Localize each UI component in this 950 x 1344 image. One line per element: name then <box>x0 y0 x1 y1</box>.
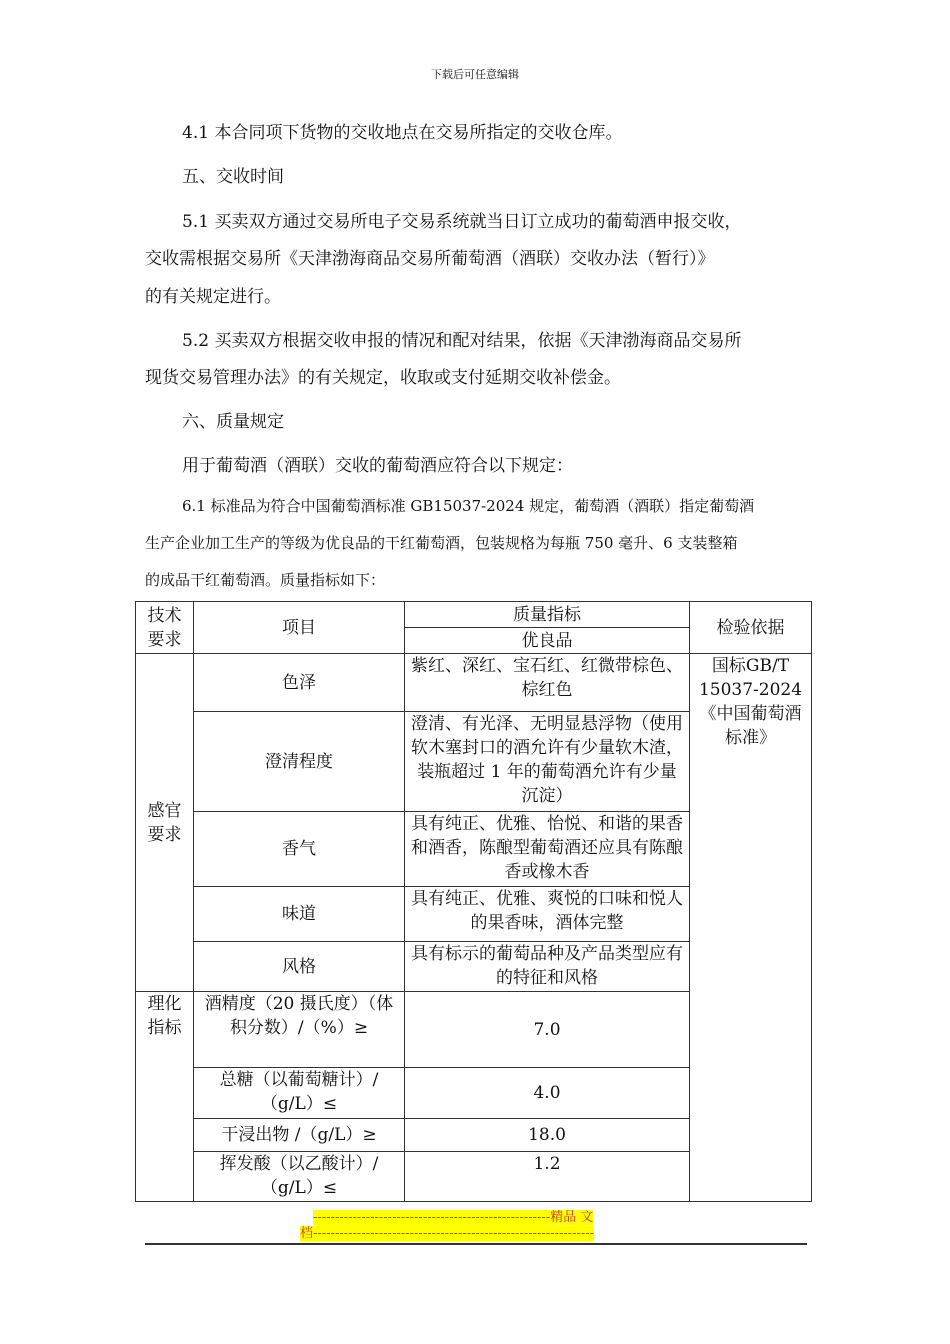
item: 干浸出物 /（g/L）≥ <box>194 1119 405 1152</box>
footer-line-2: 档---------------------------------------------------------------- <box>300 1226 595 1241</box>
footer-watermark <box>300 1210 650 1242</box>
item: 总糖（以葡萄糖计）/（g/L）≤ <box>194 1068 405 1119</box>
paragraph: 6.1 标准品为符合中国葡萄酒标准 GB15037-2024 规定，葡萄酒（酒联）指定葡萄酒 <box>182 497 755 515</box>
value: 澄清、有光泽、无明显悬浮物（使用软木塞封口的酒允许有少量软木渣，装瓶超过 1 年的葡萄酒允许有少量沉淀） <box>405 712 690 812</box>
value: 具有纯正、优雅、爽悦的口味和悦人的果香味，酒体完整 <box>405 887 690 942</box>
group-physchem: 理化指标 <box>136 992 194 1202</box>
value: 7.0 <box>405 992 690 1068</box>
section-heading: 五、交收时间 <box>182 167 284 187</box>
footer-rule <box>145 1243 807 1245</box>
header-grade: 优良品 <box>405 628 690 654</box>
quality-table <box>135 601 812 1202</box>
page-header: 下载后可任意编辑 <box>431 68 519 81</box>
item: 澄清程度 <box>194 712 405 812</box>
item: 酒精度（20 摄氏度）（体积分数）/（%）≥ <box>194 992 405 1068</box>
header-item: 项目 <box>194 602 405 654</box>
footer-line-1: ------------------------------------------------------精品 文 <box>313 1210 594 1225</box>
basis: 国标GB/T 15037-2024《中国葡萄酒标准》 <box>690 654 812 1202</box>
item: 色泽 <box>194 654 405 712</box>
item: 香气 <box>194 812 405 887</box>
header-req: 技术要求 <box>136 602 194 654</box>
paragraph: 用于葡萄酒（酒联）交收的葡萄酒应符合以下规定： <box>182 456 573 476</box>
value: 18.0 <box>405 1119 690 1152</box>
paragraph: 现货交易管理办法》的有关规定，收取或支付延期交收补偿金。 <box>145 368 621 388</box>
value: 4.0 <box>405 1068 690 1119</box>
paragraph: 生产企业加工生产的等级为优良品的干红葡萄酒，包装规格为每瓶 750 毫升、6 支装整箱 <box>145 534 738 552</box>
group-sensory: 感官要求 <box>136 654 194 992</box>
value: 具有纯正、优雅、怡悦、和谐的果香和酒香，陈酿型葡萄酒还应具有陈酿香或橡木香 <box>405 812 690 887</box>
paragraph: 4.1 本合同项下货物的交收地点在交易所指定的交收仓库。 <box>182 123 623 143</box>
paragraph: 5.2 买卖双方根据交收申报的情况和配对结果，依据《天津渤海商品交易所 <box>182 331 742 351</box>
value: 紫红、深红、宝石红、红微带棕色、棕红色 <box>405 654 690 712</box>
section-heading: 六、质量规定 <box>182 412 284 432</box>
paragraph: 的有关规定进行。 <box>145 287 281 307</box>
item: 风格 <box>194 942 405 992</box>
item: 味道 <box>194 887 405 942</box>
header-quality: 质量指标 <box>405 602 690 628</box>
header-basis: 检验依据 <box>690 602 812 654</box>
paragraph: 的成品干红葡萄酒。质量指标如下： <box>145 571 386 589</box>
paragraph: 交收需根据交易所《天津渤海商品交易所葡萄酒（酒联）交收办法（暂行）》 <box>145 249 715 269</box>
item: 挥发酸（以乙酸计）/（g/L）≤ <box>194 1152 405 1202</box>
value: 1.2 <box>405 1152 690 1202</box>
paragraph: 5.1 买卖双方通过交易所电子交易系统就当日订立成功的葡萄酒申报交收， <box>182 212 742 232</box>
value: 具有标示的葡萄品种及产品类型应有的特征和风格 <box>405 942 690 992</box>
